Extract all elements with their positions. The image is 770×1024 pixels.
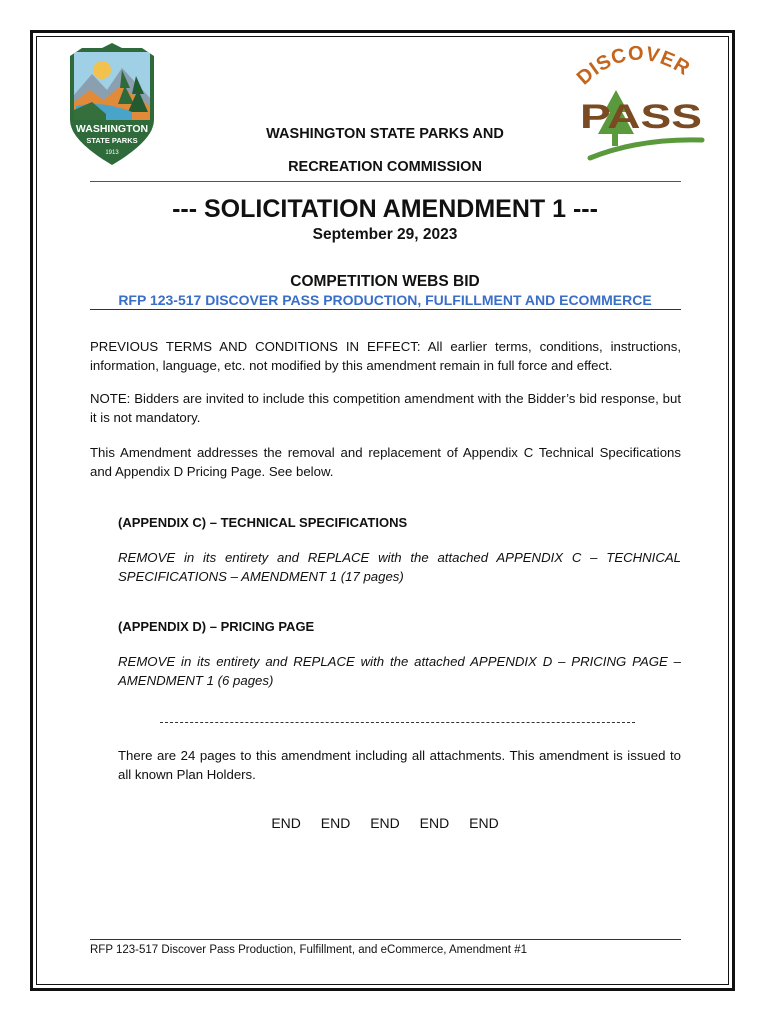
end-marker: END [469, 815, 499, 831]
org-name-line1: WASHINGTON STATE PARKS AND [266, 126, 504, 142]
washington-state-parks-logo [62, 40, 162, 168]
org-name-line2: RECREATION COMMISSION [288, 159, 482, 175]
end-marker: END [370, 815, 400, 831]
discover-pass-logo [570, 42, 710, 168]
appendix-c-heading: (APPENDIX C) – TECHNICAL SPECIFICATIONS [118, 515, 408, 530]
logo-word-pass: PASS [580, 98, 702, 136]
svg-text:DISCOVER [573, 43, 694, 90]
end-marker: END [320, 815, 351, 831]
logo-word-discover: DISCOVER [572, 42, 695, 90]
header-divider [90, 181, 681, 182]
end-markers [0, 815, 770, 831]
appendix-c-instruction: REMOVE in its entirety and REPLACE with the attached APPENDIX C – TECHNICAL SPECIFICATIONS – AMENDMENT 1 (17 pages) [118, 550, 681, 584]
competition-heading: COMPETITION WEBS BID [290, 273, 480, 290]
logo-text-state-parks: STATE PARKS [86, 136, 138, 145]
end-marker: END [419, 815, 450, 831]
closing-statement: There are 24 pages to this amendment including all attachments. This amendment is issued to all known Plan Holders. [118, 748, 681, 782]
page-title: --- SOLICITATION AMENDMENT 1 --- [172, 195, 598, 223]
rfp-title: RFP 123-517 DISCOVER PASS PRODUCTION, FULFILLMENT AND ECOMMERCE [118, 292, 652, 308]
footer-divider [90, 939, 681, 940]
appendix-d-heading: (APPENDIX D) – PRICING PAGE [118, 619, 315, 634]
appendix-d-instruction: REMOVE in its entirety and REPLACE with the attached APPENDIX D – PRICING PAGE – AMENDMENT 1 (6 pages) [118, 654, 681, 688]
paragraph-note: NOTE: Bidders are invited to include this competition amendment with the Bidder’s bid response, but it is not mandatory. [90, 391, 681, 425]
logo-text-year: 1913 [105, 150, 119, 156]
page-footer: RFP 123-517 Discover Pass Production, Fulfillment, and eCommerce, Amendment #1 [90, 944, 527, 956]
end-marker: END [271, 815, 301, 831]
logo-text-washington: WASHINGTON [75, 123, 149, 135]
rfp-divider [90, 309, 681, 310]
paragraph-previous-terms: PREVIOUS TERMS AND CONDITIONS IN EFFECT: All earlier terms, conditions, instructions, information, language, etc. not modified by this amendment remain in full force and effect. [90, 339, 681, 373]
dashed-separator [160, 722, 635, 723]
paragraph-amendment-scope: This Amendment addresses the removal and replacement of Appendix C Technical Specifications and Appendix D Pricing Page. See below. [90, 445, 681, 479]
amendment-date: September 29, 2023 [312, 226, 458, 243]
